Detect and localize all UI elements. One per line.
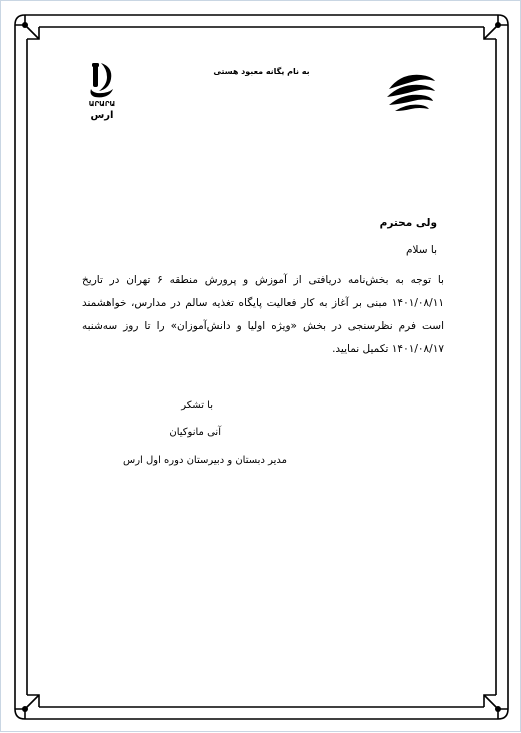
signer-name: آنی مانوکیان (169, 427, 221, 438)
school-logo (85, 59, 119, 123)
logo-latin-text: ԱՐԱՐԱ (88, 100, 116, 108)
signer-role: مدیر دبستان و دبیرستان دوره اول ارس (123, 455, 287, 466)
wave-emblem-logo (381, 61, 441, 121)
greeting: با سلام (405, 244, 437, 256)
bismillah-heading: به نام یگانه معبود هستی (213, 67, 310, 76)
logo-persian-text: ارس (90, 110, 114, 121)
salutation: ولی محترم (379, 217, 437, 229)
letter-body: با توجه به بخش‌نامه دریافتی از آموزش و پرورش منطقه ۶ تهران در تاریخ ۱۴۰۱/۰۸/۱۱ مبنی بر آغاز به کار فعالیت پایگاه تغذیه سالم در مدارس، خواهشمند است فرم نظرسنجی در بخش «ویژه اولیا و دانش‌آموزان» را تا روز سه‌شنبه ۱۴۰۱/۰۸/۱۷ تکمیل نمایید. (82, 274, 444, 355)
closing-text: با تشکر (181, 400, 213, 411)
decorative-border (1, 1, 521, 733)
